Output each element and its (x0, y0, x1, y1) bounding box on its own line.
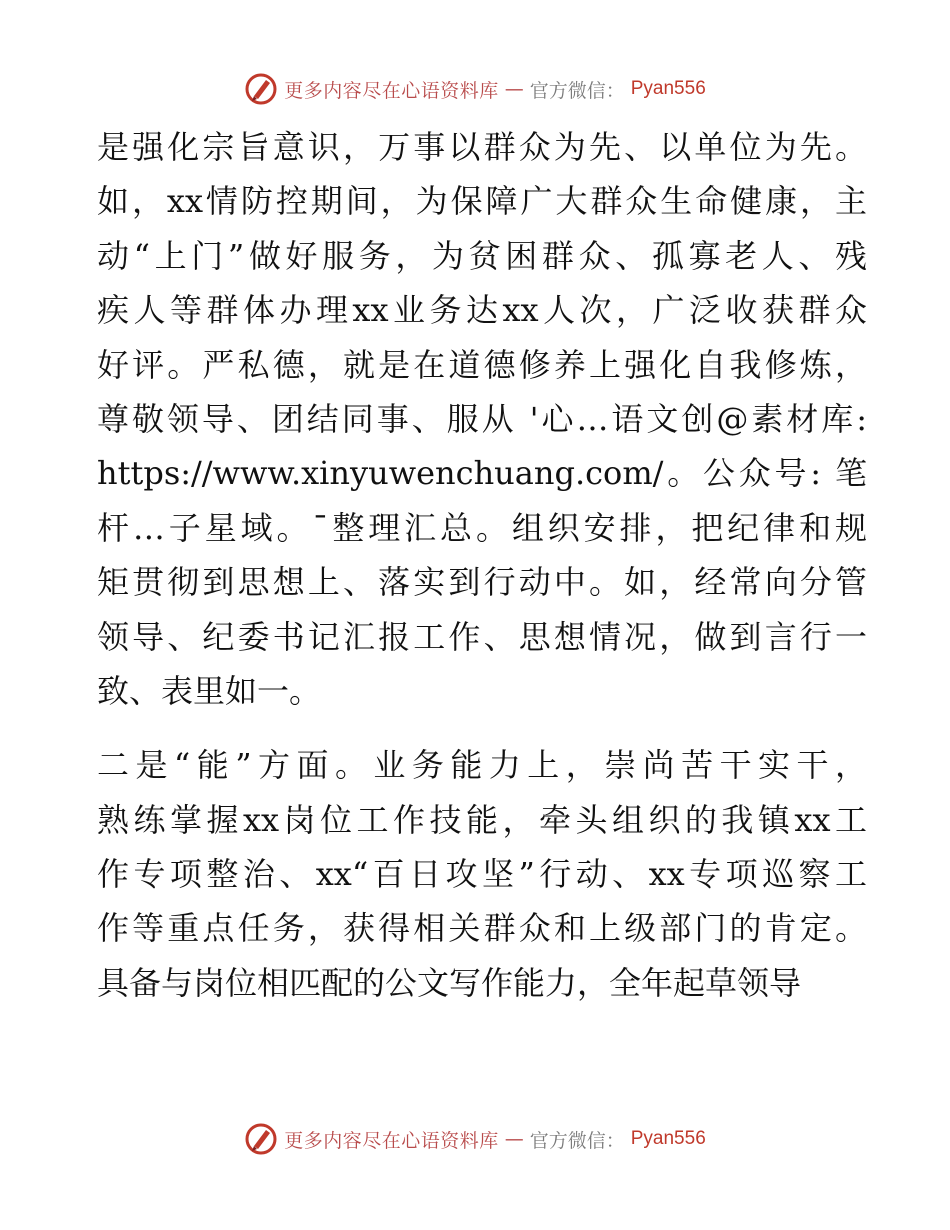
text-line: 杆…子星域。¯整理汇总。组织安排，把纪律和规 (97, 508, 867, 547)
paragraph-2 (97, 738, 867, 1010)
page-footer (0, 1122, 950, 1156)
text-line: 动“上门”做好服务，为贫困群众、孤寡老人、残 (97, 236, 867, 275)
paragraph-spacer (97, 718, 867, 738)
header-official-label: 官方微信： (529, 79, 625, 102)
text-line: 二是“能”方面。业务能力上，崇尚苦干实干， (97, 746, 867, 785)
text-line: https://www.xinyuwenchuang.com/。公众号: 笔 (97, 454, 867, 493)
document-body (97, 120, 867, 1010)
text-line: 矩贯彻到思想上、落实到行动中。如，经常向分管 (97, 563, 867, 602)
footer-wechat-id: Pyan556 (630, 1128, 706, 1149)
text-line: 尊敬领导、团结同事、服从 '心…语文创@素材库: (97, 399, 867, 438)
footer-brand-text: 更多内容尽在心语资料库 (284, 1129, 499, 1152)
text-line: 作等重点任务，获得相关群众和上级部门的肯定。 (97, 909, 867, 948)
header-separator: — (504, 78, 524, 100)
page-header (0, 72, 950, 106)
text-line: 好评。严私德，就是在道德修养上强化自我修炼， (97, 345, 867, 384)
text-line: 作专项整治、xx“百日攻坚”行动、xx专项巡察工 (97, 855, 867, 894)
paragraph-1 (97, 120, 867, 718)
text-line: 具备与岗位相匹配的公文写作能力，全年起草领导 (97, 963, 802, 1002)
header-brand-text: 更多内容尽在心语资料库 (284, 79, 499, 102)
text-line: 是强化宗旨意识，万事以群众为先、以单位为先。 (97, 128, 867, 166)
header-wechat-id: Pyan556 (630, 78, 706, 99)
pen-logo-icon (244, 72, 278, 106)
footer-separator: — (504, 1128, 524, 1150)
text-line: 熟练掌握xx岗位工作技能，牵头组织的我镇xx工 (97, 800, 867, 839)
text-line: 如，xx情防控期间，为保障广大群众生命健康，主 (97, 182, 867, 221)
footer-official-label: 官方微信： (529, 1129, 625, 1152)
text-line: 疾人等群体办理xx业务达xx人次，广泛收获群众 (97, 291, 867, 330)
text-line: 领导、纪委书记汇报工作、思想情况，做到言行一 (97, 617, 867, 656)
pen-logo-icon (244, 1122, 278, 1156)
text-line: 致、表里如一。 (97, 671, 322, 710)
